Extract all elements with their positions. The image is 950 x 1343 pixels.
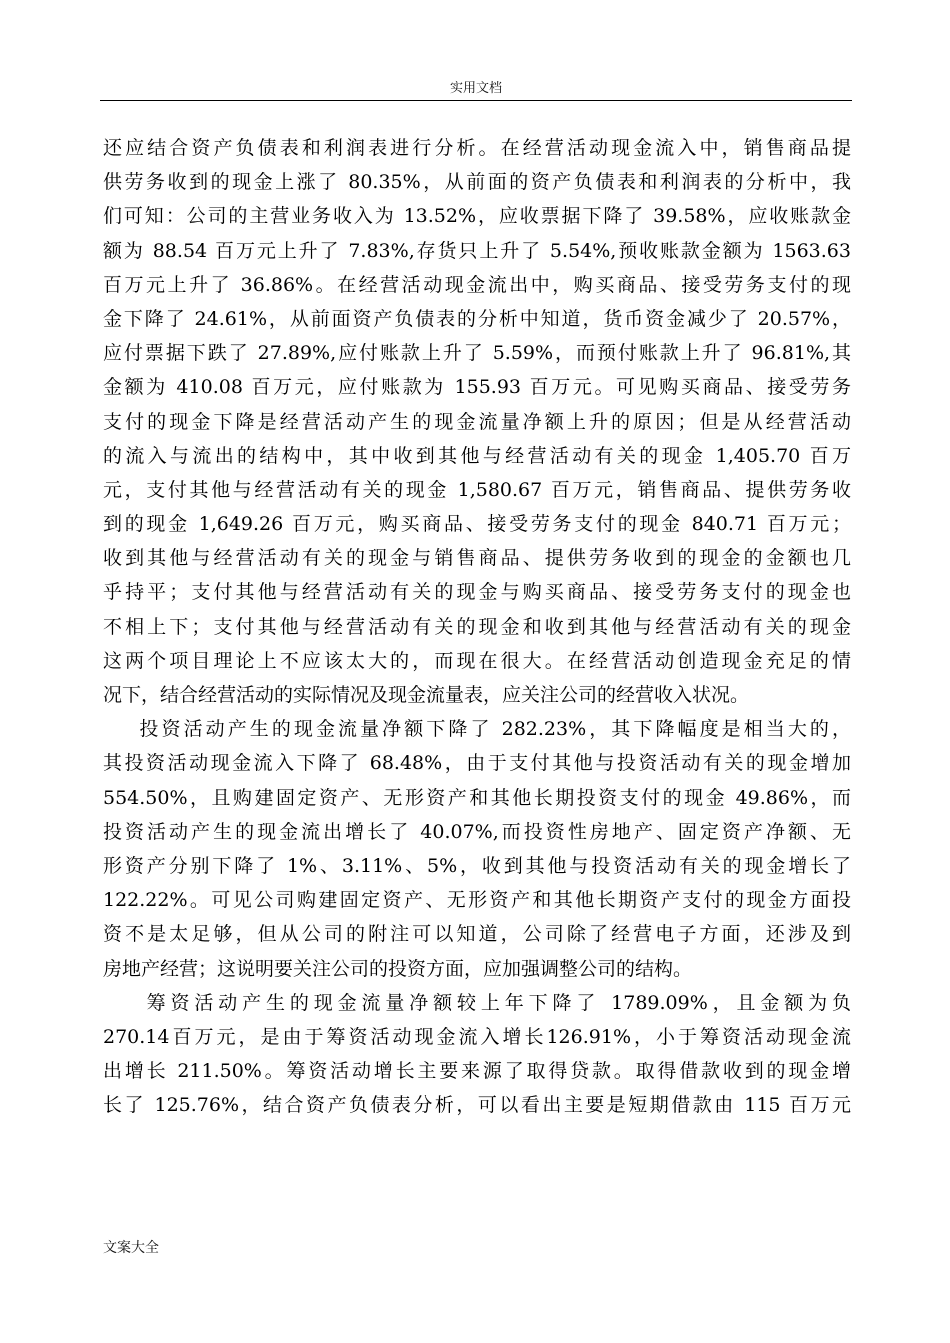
text-line: 收到其他与经营活动有关的现金与销售商品、提供劳务收到的现金的金额也几	[103, 547, 851, 570]
text-line: 元，支付其他与经营活动有关的现金 1,580.67 百万元，销售商品、提供劳务收	[103, 478, 851, 501]
text-line: 们可知：公司的主营业务收入为 13.52%，应收票据下降了 39.58%，应收账款金	[103, 205, 851, 228]
text-line: 还应结合资产负债表和利润表进行分析。在经营活动现金流入中，销售商品提	[103, 137, 851, 159]
text-line: 270.14百万元，是由于筹资活动现金流入增长126.91%，小于筹资活动现金流	[103, 1025, 851, 1048]
text-line: 长了 125.76%，结合资产负债表分析，可以看出主要是短期借款由 115 百万元	[103, 1094, 851, 1117]
paragraph	[103, 717, 851, 991]
text-line: 百万元上升了 36.86%。在经营活动现金流出中，购买商品、接受劳务支付的现	[103, 273, 851, 296]
text-line: 形资产分别下降了 1%、3.11%、5%，收到其他与投资活动有关的现金增长了	[103, 854, 851, 877]
text-line: 554.50%，且购建固定资产、无形资产和其他长期投资支付的现金 49.86%，而	[103, 786, 851, 809]
page-header: 实用文档	[449, 81, 502, 96]
text-line: 投资活动产生的现金流量净额下降了 282.23%，其下降幅度是相当大的，	[103, 718, 851, 741]
header-divider	[100, 100, 852, 101]
text-line: 金下降了 24.61%，从前面资产负债表的分析中知道，货币资金减少了 20.57%，	[103, 307, 851, 330]
text-line: 额为 88.54 百万元上升了 7.83%,存货只上升了 5.54%,预收账款金额为 1563.63	[103, 239, 851, 262]
text-line: 乎持平；支付其他与经营活动有关的现金与购买商品、接受劳务支付的现金也	[103, 581, 851, 604]
text-line: 到的现金 1,649.26 百万元，购买商品、接受劳务支付的现金 840.71 百万元；	[103, 513, 851, 536]
text-line: 其投资活动现金流入下降了 68.48%，由于支付其他与投资活动有关的现金增加	[103, 752, 851, 775]
text-line: 供劳务收到的现金上涨了 80.35%，从前面的资产负债表和利润表的分析中，我	[103, 171, 851, 194]
text-line: 应付票据下跌了 27.89%,应付账款上升了 5.59%，而预付账款上升了 96.81%,其	[103, 342, 851, 365]
text-line: 投资活动产生的现金流出增长了 40.07%,而投资性房地产、固定资产净额、无	[103, 820, 851, 843]
text-line: 的流入与流出的结构中，其中收到其他与经营活动有关的现金 1,405.70 百万	[103, 444, 851, 467]
text-line: 122.22%。可见公司购建固定资产、无形资产和其他长期资产支付的现金方面投	[103, 889, 851, 912]
text-line: 支付的现金下降是经营活动产生的现金流量净额上升的原因；但是从经营活动	[103, 410, 851, 433]
document-body	[103, 136, 851, 1127]
text-line: 金额为 410.08 百万元，应付账款为 155.93 百万元。可见购买商品、接受劳务	[103, 376, 851, 399]
page-footer: 文案大全	[103, 1240, 159, 1256]
text-line: 筹资活动产生的现金流量净额较上年下降了 1789.09%，且金额为负	[103, 991, 851, 1014]
text-line: 不相上下；支付其他与经营活动有关的现金和收到其他与经营活动有关的现金	[103, 615, 851, 638]
text-line: 出增长 211.50%。筹资活动增长主要来源了取得贷款。取得借款收到的现金增	[103, 1060, 851, 1083]
paragraph	[103, 991, 851, 1128]
paragraph	[103, 136, 851, 717]
text-line: 房地产经营；这说明要关注公司的投资方面，应加强调整公司的结构。	[103, 957, 693, 980]
text-line: 况下，结合经营活动的实际情况及现金流量表，应关注公司的经营收入状况。	[103, 684, 750, 706]
text-line: 资不是太足够，但从公司的附注可以知道，公司除了经营电子方面，还涉及到	[103, 923, 851, 946]
text-line: 这两个项目理论上不应该太大的，而现在很大。在经营活动创造现金充足的情	[103, 649, 851, 672]
